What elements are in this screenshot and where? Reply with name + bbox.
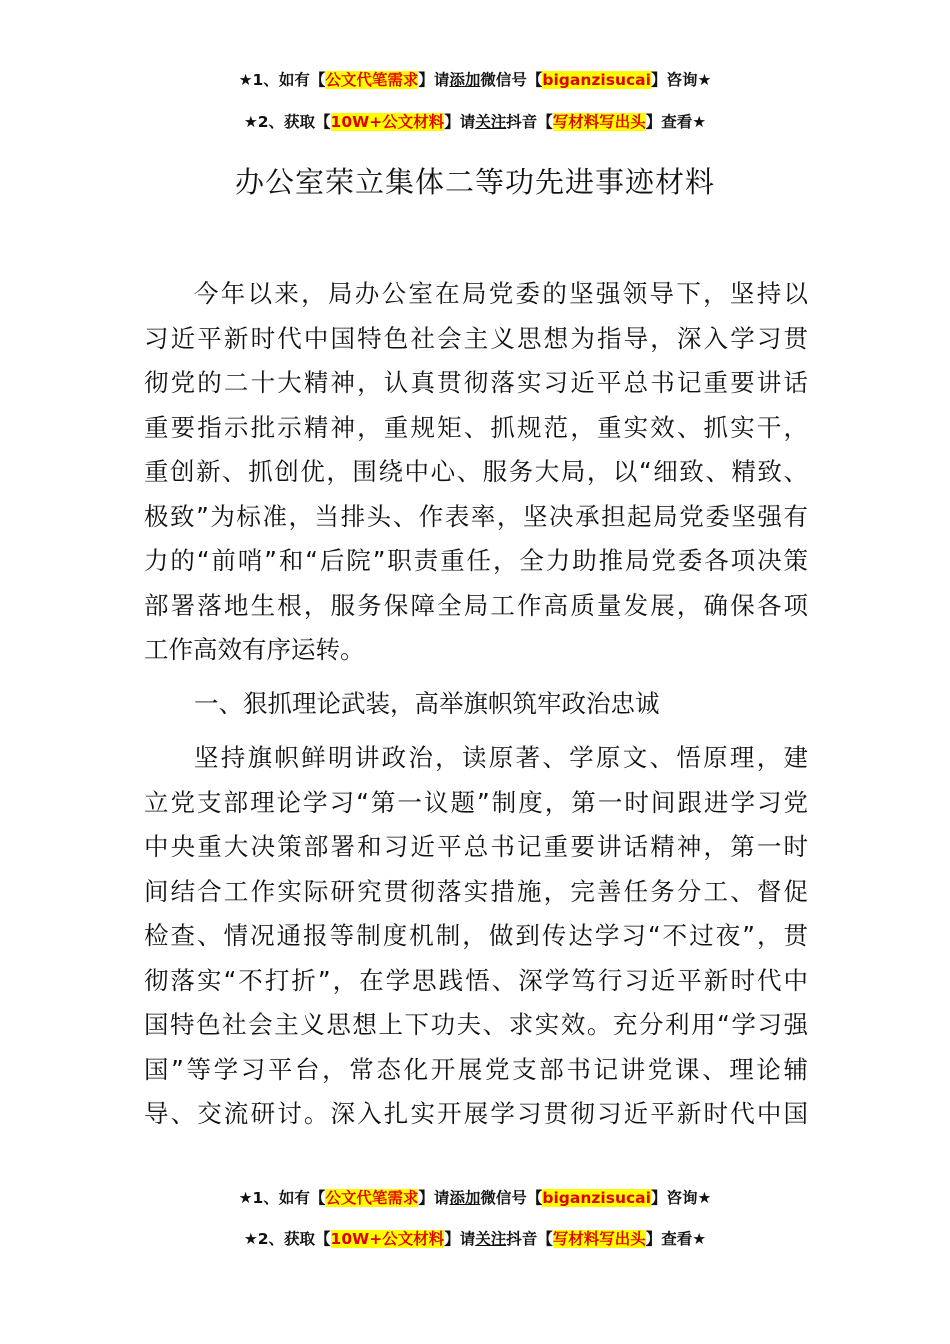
text-line: 中央重大决策部署和习近平总书记重要讲话精神，第一时	[144, 832, 808, 861]
header-banner-line1: ★1、如有【公文代笔需求】请添加微信号【biganzisucai】咨询★	[238, 71, 712, 89]
footer-banner-line2: ★2、获取【10W+公文材料】请关注抖音【写材料写出头】查看★	[243, 1230, 707, 1248]
text-line: 重要指示批示精神，重规矩、抓规范，重实效、抓实干，	[144, 412, 808, 442]
text-line: 今年以来，局办公室在局党委的坚强领导下，坚持以	[194, 279, 808, 308]
header-banner-line2: ★2、获取【10W+公文材料】请关注抖音【写材料写出头】查看★	[243, 113, 707, 131]
paragraph-1	[144, 272, 808, 673]
text-line: 力的“前哨”和“后院”职责重任，全力助推局党委各项决策	[144, 546, 808, 575]
heading-text: 一、狠抓理论武装，高举旗帜筑牢政治忠诚	[194, 689, 660, 718]
paragraph-2	[144, 736, 808, 1137]
star-icon: ★	[697, 1189, 712, 1207]
text-line: 间结合工作实际研究贯彻落实措施，完善任务分工、督促	[144, 876, 808, 906]
footer-banner-line1: ★1、如有【公文代笔需求】请添加微信号【biganzisucai】咨询★	[238, 1189, 712, 1207]
highlight-douyin: 写材料写出头	[552, 113, 646, 131]
star-icon: ★	[692, 113, 707, 131]
star-icon: ★	[243, 1230, 258, 1248]
text-line: 极致”为标准，当排头、作表率，坚决承担起局党委坚强有	[144, 501, 808, 531]
text-line: 立党支部理论学习“第一议题”制度，第一时间跟进学习党	[144, 787, 808, 817]
highlight-materials: 10W+公文材料	[330, 1230, 445, 1248]
highlight-materials: 10W+公文材料	[330, 113, 445, 131]
star-icon: ★	[238, 71, 253, 89]
section-heading-1	[144, 682, 808, 727]
highlight-service: 公文代笔需求	[325, 1189, 419, 1207]
text-line: 坚持旗帜鲜明讲政治，读原著、学原文、悟原理，建	[194, 743, 808, 772]
text-line: 习近平新时代中国特色社会主义思想为指导，深入学习贯	[144, 323, 808, 353]
highlight-wechat-id: biganzisucai	[542, 1189, 651, 1207]
document-title: 办公室荣立集体二等功先进事迹材料	[234, 165, 715, 199]
highlight-wechat-id: biganzisucai	[542, 71, 651, 89]
star-icon: ★	[238, 1189, 253, 1207]
star-icon: ★	[692, 1230, 707, 1248]
text-line: 国特色社会主义思想上下功夫、求实效。充分利用“学习强	[144, 1010, 808, 1039]
highlight-service: 公文代笔需求	[325, 71, 419, 89]
text-line: 重创新、抓创优，围绕中心、服务大局，以“细致、精致、	[144, 457, 808, 486]
text-line: 部署落地生根，服务保障全局工作高质量发展，确保各项	[144, 590, 808, 620]
text-line: 彻党的二十大精神，认真贯彻落实习近平总书记重要讲话	[144, 368, 808, 397]
highlight-douyin: 写材料写出头	[552, 1230, 646, 1248]
text-line: 导、交流研讨。深入扎实开展学习贯彻习近平新时代中国	[144, 1099, 808, 1128]
star-icon: ★	[697, 71, 712, 89]
text-line: 彻落实“不打折”，在学思践悟、深学笃行习近平新时代中	[144, 965, 808, 995]
star-icon: ★	[243, 113, 258, 131]
text-line: 工作高效有序运转。	[144, 635, 365, 664]
text-line: 检查、情况通报等制度机制，做到传达学习“不过夜”，贯	[144, 921, 808, 950]
text-line: 国”等学习平台，常态化开展党支部书记讲党课、理论辅	[144, 1054, 808, 1084]
